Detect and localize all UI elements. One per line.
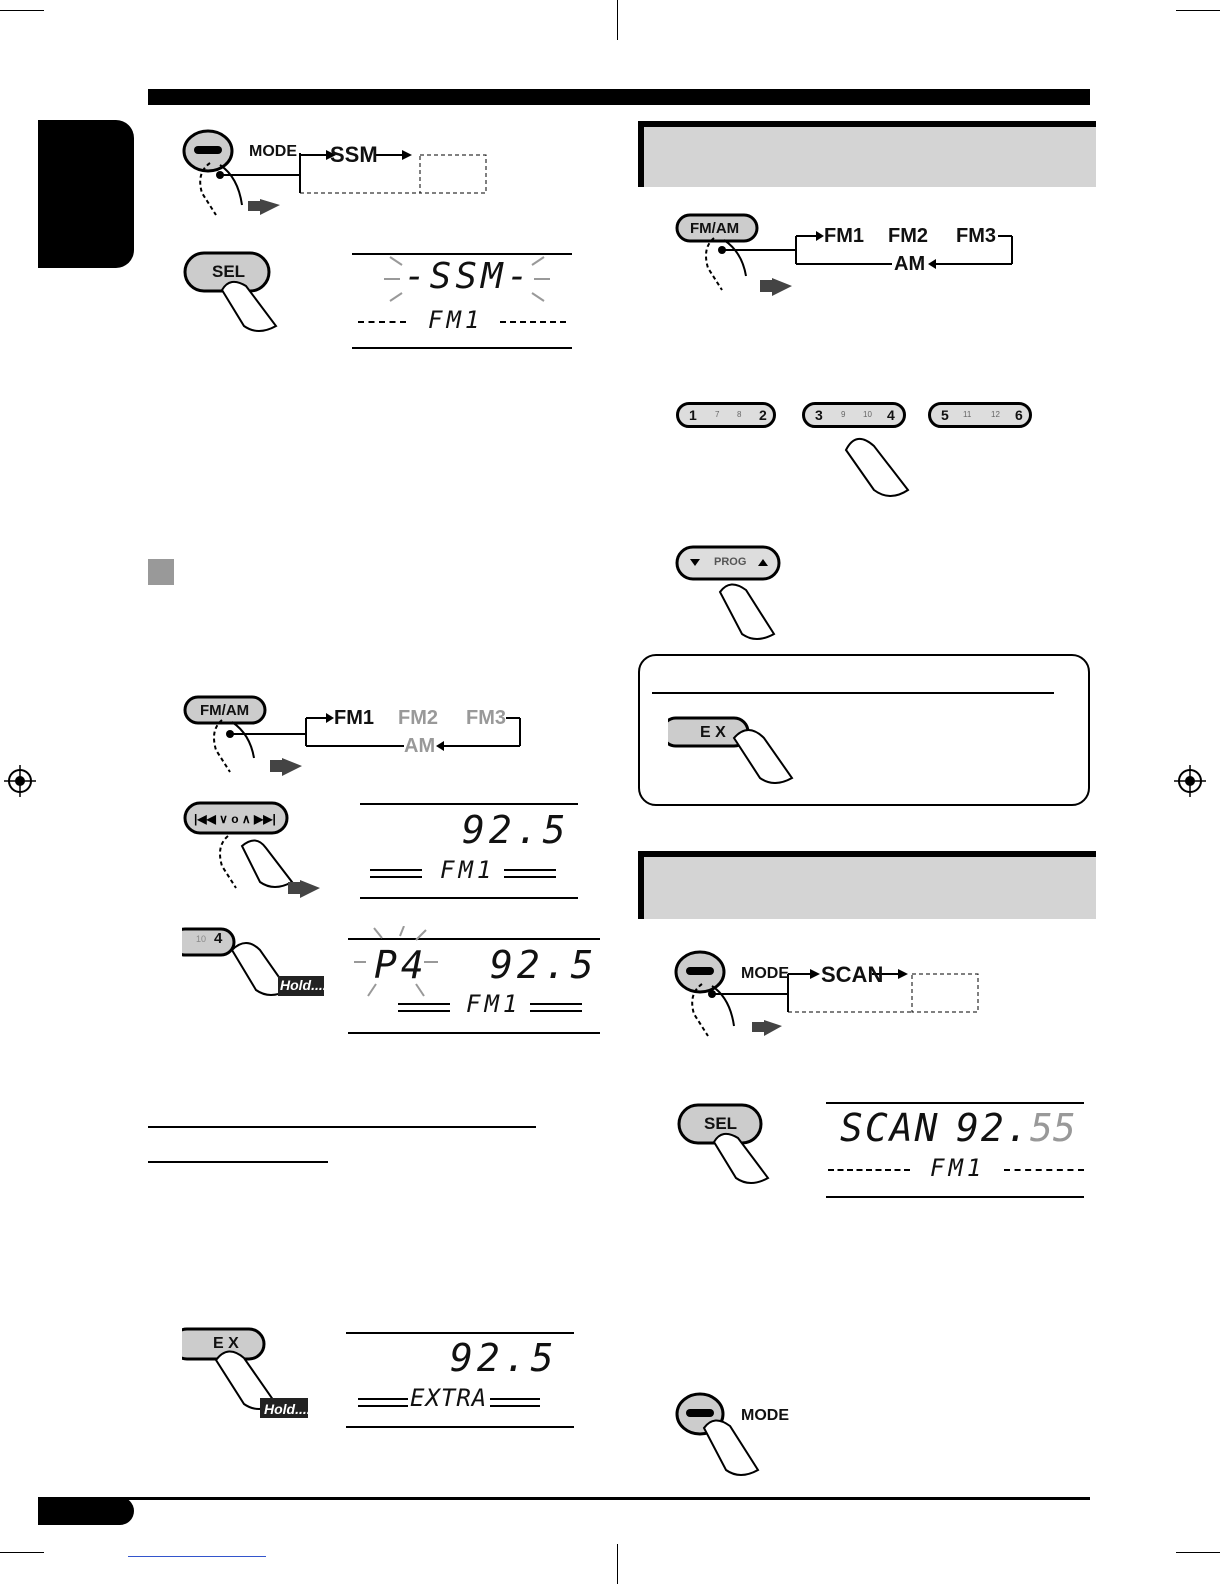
preset-key-2: 2 (759, 407, 767, 423)
sel-button[interactable]: SEL (212, 262, 246, 281)
segment-bars (358, 1398, 408, 1407)
ssm-label: SSM (330, 142, 378, 167)
registration-mark-icon (1174, 765, 1206, 797)
segment-bars (490, 1398, 540, 1407)
display-band-text: FM1 (428, 306, 484, 334)
scan-display-frequency: 92. (956, 1106, 1031, 1150)
scan-mode-label: MODE (741, 965, 789, 982)
fm-am-button-right[interactable]: FM/AM (690, 220, 740, 237)
preset-button-5-6[interactable] (928, 402, 1032, 428)
band-fm1: FM1 (334, 707, 374, 729)
preset-key-8: 8 (737, 410, 742, 419)
display-frequency: 92.5 (462, 808, 570, 852)
svg-text:|◀◀ ∨ o ∧ ▶▶|: |◀◀ ∨ o ∧ ▶▶| (194, 812, 276, 826)
segment-dash (358, 321, 406, 323)
preset-number-display: P4 (374, 943, 428, 987)
display-rule (360, 803, 578, 805)
preset-frequency-display: 92.5 (490, 943, 598, 987)
preset-key-small: 10 (196, 934, 207, 944)
crop-mark (617, 0, 618, 40)
section-header-preset-listening (638, 121, 1096, 187)
mode-label: MODE (249, 143, 297, 160)
display-rule (826, 1102, 1084, 1104)
ex-frequency-display: 92.5 (450, 1336, 558, 1380)
scan-display-band: FM1 (930, 1154, 986, 1182)
segment-dash (500, 321, 566, 323)
preset-key-9: 9 (841, 410, 846, 419)
preset-key-7: 7 (715, 410, 720, 419)
preset-key-5: 5 (941, 407, 949, 423)
crop-mark (0, 1552, 44, 1553)
band-am: AM (404, 735, 436, 757)
crop-mark (617, 1544, 618, 1584)
preset-key-10: 10 (863, 410, 872, 419)
display-rule (346, 1426, 574, 1428)
crop-mark (1176, 1552, 1220, 1553)
ex-mode-display: EXTRA (410, 1384, 488, 1412)
display-rule (826, 1196, 1084, 1198)
display-rule (360, 897, 578, 899)
band-am-right: AM (894, 253, 926, 275)
band-fm3-right: FM3 (956, 225, 996, 247)
hold-badge: Hold.... (280, 977, 327, 993)
display-rule (352, 347, 572, 349)
preset-key-1: 1 (689, 407, 697, 423)
fm-am-button[interactable]: FM/AM (200, 702, 250, 719)
preset-band-display: FM1 (466, 990, 522, 1018)
segment-bars (398, 1003, 450, 1012)
language-tab (38, 120, 134, 268)
page-number-tab (38, 1497, 134, 1525)
note-rule (652, 692, 1054, 694)
band-fm2: FM2 (398, 707, 438, 729)
display-rule (346, 1332, 574, 1334)
scan-sel-button[interactable]: SEL (704, 1114, 738, 1133)
display-main-text: -SSM- (404, 256, 533, 297)
segment-bars (504, 869, 556, 878)
prog-button[interactable]: PROG (714, 556, 747, 568)
ex-button[interactable]: E X (213, 1335, 239, 1352)
scan-label: SCAN (821, 962, 884, 987)
tune-button-illustration (182, 800, 322, 904)
preset-key-11: 11 (963, 410, 972, 419)
mode-button-illustration (674, 1388, 774, 1484)
scan-display-main: SCAN (840, 1106, 940, 1150)
section-bullet (148, 559, 174, 585)
band-fm1-right: FM1 (824, 225, 864, 247)
display-rule (348, 1032, 600, 1034)
crop-mark (0, 10, 44, 11)
footer-link-line (128, 1556, 266, 1557)
display-band: FM1 (440, 856, 496, 884)
preset-key-4-right: 4 (887, 407, 895, 423)
preset-key-3: 3 (815, 407, 823, 423)
ex-button-illustration (668, 714, 798, 784)
finger-icon (836, 430, 916, 502)
scan-mode-diagram (672, 946, 992, 1040)
subheading-rule (148, 1161, 328, 1163)
segment-bars (530, 1003, 582, 1012)
band-fm3: FM3 (466, 707, 506, 729)
header-bar (148, 89, 1090, 105)
section-header-scan (638, 851, 1096, 919)
segment-dash (1004, 1169, 1084, 1171)
footer-rule (38, 1497, 1090, 1500)
crop-mark (1176, 10, 1220, 11)
preset-key-6: 6 (1015, 407, 1023, 423)
preset-key-12: 12 (991, 410, 1000, 419)
preset-key-4[interactable]: 4 (214, 930, 223, 947)
band-fm2-right: FM2 (888, 225, 928, 247)
preset-button-3-4[interactable] (802, 402, 906, 428)
hold-badge: Hold.... (264, 1401, 311, 1417)
preset-button-1-2[interactable] (676, 402, 776, 428)
mode-button[interactable]: MODE (741, 1407, 789, 1424)
scan-display-frequency-tail: 55 (1030, 1106, 1076, 1150)
note-ex-button[interactable]: E X (700, 724, 726, 741)
segment-dash (828, 1169, 910, 1171)
subheading-rule (148, 1126, 536, 1128)
registration-mark-icon (4, 765, 36, 797)
segment-bars (370, 869, 422, 878)
ssm-mode-diagram (180, 125, 500, 225)
